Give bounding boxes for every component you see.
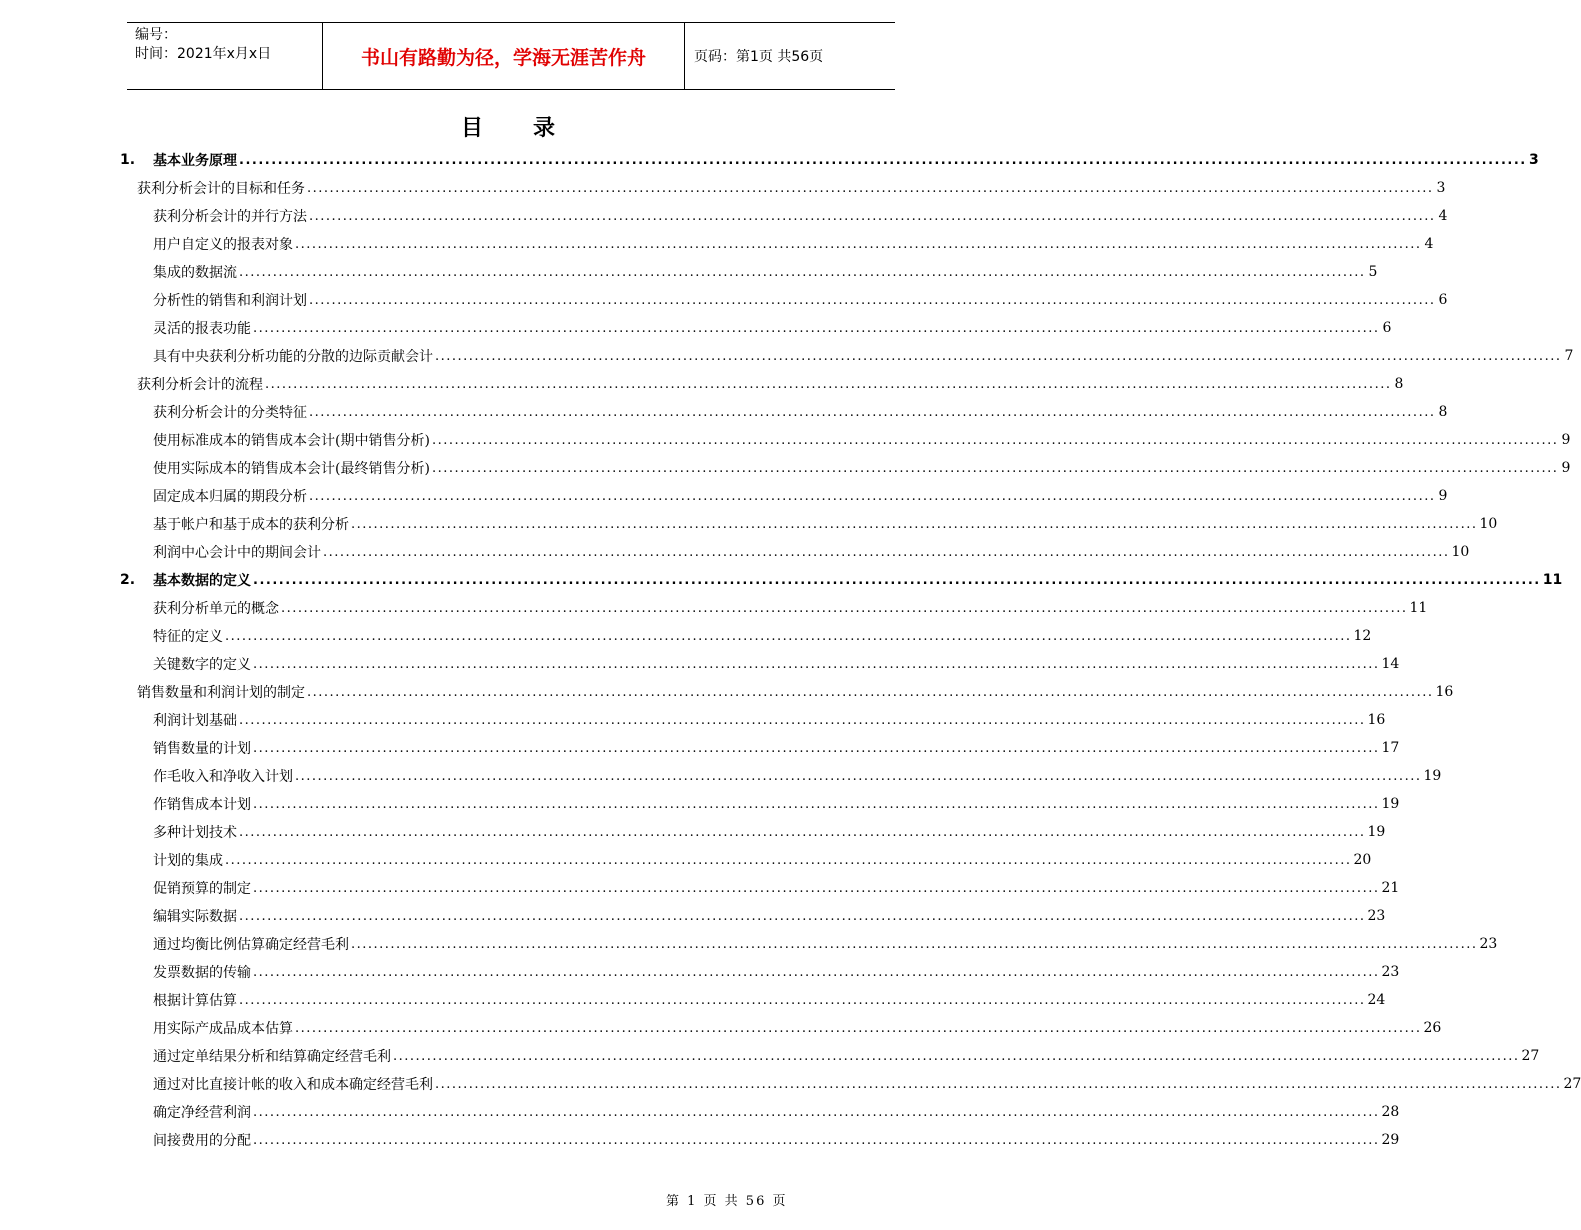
toc-entry-label: 获利分析会计的并行方法 bbox=[153, 209, 307, 225]
toc-entry-label: 通过均衡比例估算确定经营毛利 bbox=[153, 937, 349, 953]
toc-leader-dots: ........................................................................................................................................................................................................ bbox=[307, 684, 1434, 700]
toc-list bbox=[120, 146, 1581, 1154]
toc-entry[interactable] bbox=[120, 1070, 1581, 1098]
toc-entry-label: 基于帐户和基于成本的获利分析 bbox=[153, 517, 349, 533]
toc-leader-dots: ........................................................................................................................................................................................................ bbox=[435, 348, 1562, 364]
toc-leader-dots: ........................................................................................................................................................................................................ bbox=[239, 992, 1366, 1008]
toc-leader-dots: ........................................................................................................................................................................................................ bbox=[431, 432, 1559, 448]
toc-leader-dots: ........................................................................................................................................................................................................ bbox=[225, 852, 1352, 868]
toc-entry[interactable] bbox=[120, 930, 1498, 958]
toc-entry-page: 23 bbox=[1381, 964, 1400, 980]
toc-entry-page: 6 bbox=[1438, 292, 1448, 308]
toc-entry[interactable] bbox=[120, 678, 1454, 706]
toc-leader-dots: ........................................................................................................................................................................................................ bbox=[351, 516, 1478, 532]
toc-leader-dots: ........................................................................................................................................................................................................ bbox=[435, 1076, 1562, 1092]
toc-entry[interactable] bbox=[120, 202, 1448, 230]
toc-entry-label: 使用实际成本的销售成本会计(最终销售分析) bbox=[153, 461, 430, 477]
toc-entry[interactable] bbox=[120, 342, 1574, 370]
toc-entry[interactable] bbox=[120, 426, 1571, 454]
toc-entry-label: 编辑实际数据 bbox=[153, 909, 237, 925]
toc-entry-page: 4 bbox=[1438, 208, 1448, 224]
toc-entry-page: 5 bbox=[1368, 264, 1378, 280]
toc-entry-page: 23 bbox=[1367, 908, 1386, 924]
toc-entry-page: 19 bbox=[1367, 824, 1386, 840]
toc-entry[interactable] bbox=[120, 286, 1448, 314]
toc-leader-dots: ........................................................................................................................................................................................................ bbox=[253, 964, 1380, 980]
toc-entry-label: 计划的集成 bbox=[153, 853, 223, 869]
toc-entry-number: 2. bbox=[120, 572, 136, 588]
toc-leader-dots: ........................................................................................................................................................................................................ bbox=[253, 1132, 1380, 1148]
toc-entry[interactable] bbox=[120, 846, 1372, 874]
header-page-info: 页码：第1页 共56页 bbox=[694, 49, 824, 65]
toc-entry-label: 固定成本归属的期段分析 bbox=[153, 489, 307, 505]
toc-entry-page: 12 bbox=[1353, 628, 1372, 644]
toc-entry-label: 基本业务原理 bbox=[153, 153, 237, 169]
toc-entry-label: 促销预算的制定 bbox=[153, 881, 251, 897]
toc-entry-label: 间接费用的分配 bbox=[153, 1133, 251, 1149]
toc-leader-dots: ........................................................................................................................................................................................................ bbox=[239, 712, 1366, 728]
toc-entry-label: 基本数据的定义 bbox=[153, 573, 251, 589]
toc-entry-page: 23 bbox=[1479, 936, 1498, 952]
toc-leader-dots: ........................................................................................................................................................................................................ bbox=[307, 180, 1434, 196]
toc-entry-label: 获利分析会计的分类特征 bbox=[153, 405, 307, 421]
toc-entry-label: 通过对比直接计帐的收入和成本确定经营毛利 bbox=[153, 1077, 433, 1093]
toc-entry[interactable] bbox=[120, 706, 1386, 734]
toc-entry-label: 获利分析会计的目标和任务 bbox=[137, 181, 305, 197]
toc-entry-label: 灵活的报表功能 bbox=[153, 321, 251, 337]
toc-entry[interactable] bbox=[120, 1098, 1400, 1126]
toc-entry-page: 10 bbox=[1451, 544, 1470, 560]
toc-leader-dots: ........................................................................................................................................................................................................ bbox=[239, 152, 1527, 168]
toc-entry-label: 特征的定义 bbox=[153, 629, 223, 645]
toc-leader-dots: ........................................................................................................................................................................................................ bbox=[393, 1048, 1520, 1064]
time-label: 时间：2021年x月x日 bbox=[135, 46, 272, 62]
toc-entry-label: 关键数字的定义 bbox=[153, 657, 251, 673]
toc-entry[interactable] bbox=[120, 1014, 1442, 1042]
toc-entry-page: 14 bbox=[1381, 656, 1400, 672]
toc-entry[interactable] bbox=[120, 398, 1448, 426]
toc-entry[interactable] bbox=[120, 258, 1378, 286]
toc-entry[interactable] bbox=[120, 650, 1400, 678]
toc-entry[interactable] bbox=[120, 538, 1470, 566]
toc-entry-page: 28 bbox=[1381, 1104, 1400, 1120]
toc-entry-page: 9 bbox=[1438, 488, 1448, 504]
toc-entry-page: 9 bbox=[1561, 460, 1571, 476]
toc-entry-page: 11 bbox=[1542, 572, 1563, 588]
toc-leader-dots: ........................................................................................................................................................................................................ bbox=[253, 1104, 1380, 1120]
toc-entry-page: 6 bbox=[1382, 320, 1392, 336]
toc-entry-page: 10 bbox=[1479, 516, 1498, 532]
serial-label: 编号： bbox=[135, 27, 177, 43]
toc-entry-page: 3 bbox=[1528, 152, 1539, 168]
toc-title-part1: 目 bbox=[460, 116, 485, 141]
toc-entry-label: 多种计划技术 bbox=[153, 825, 237, 841]
toc-entry-page: 17 bbox=[1381, 740, 1400, 756]
toc-entry[interactable] bbox=[120, 370, 1404, 398]
toc-entry-label: 分析性的销售和利润计划 bbox=[153, 293, 307, 309]
toc-entry-label: 具有中央获利分析功能的分散的边际贡献会计 bbox=[153, 349, 433, 365]
toc-entry-page: 11 bbox=[1409, 600, 1428, 616]
toc-entry[interactable] bbox=[120, 762, 1442, 790]
toc-entry-page: 16 bbox=[1367, 712, 1386, 728]
toc-entry-label: 根据计算估算 bbox=[153, 993, 237, 1009]
toc-entry[interactable] bbox=[120, 594, 1428, 622]
toc-entry[interactable] bbox=[120, 790, 1400, 818]
toc-entry-page: 19 bbox=[1381, 796, 1400, 812]
toc-entry-number: 1. bbox=[120, 152, 136, 168]
page-footer: 第 1 页 共 56 页 bbox=[666, 1194, 788, 1209]
toc-entry-label: 利润中心会计中的期间会计 bbox=[153, 545, 321, 561]
toc-entry-label: 通过定单结果分析和结算确定经营毛利 bbox=[153, 1049, 391, 1065]
toc-leader-dots: ........................................................................................................................................................................................................ bbox=[265, 376, 1392, 392]
toc-leader-dots: ........................................................................................................................................................................................................ bbox=[309, 292, 1436, 308]
header-motto: 书山有路勤为径，学海无涯苦作舟 bbox=[323, 23, 685, 89]
toc-entry[interactable] bbox=[120, 174, 1446, 202]
toc-entry-label: 确定净经营利润 bbox=[153, 1105, 251, 1121]
toc-entry[interactable] bbox=[120, 874, 1400, 902]
toc-entry-label: 发票数据的传输 bbox=[153, 965, 251, 981]
page-header bbox=[127, 22, 895, 90]
toc-entry-page: 21 bbox=[1381, 880, 1400, 896]
toc-entry-label: 销售数量的计划 bbox=[153, 741, 251, 757]
toc-leader-dots: ........................................................................................................................................................................................................ bbox=[253, 740, 1380, 756]
toc-entry[interactable] bbox=[120, 818, 1386, 846]
toc-entry[interactable] bbox=[120, 902, 1386, 930]
toc-entry-page: 16 bbox=[1435, 684, 1454, 700]
header-meta bbox=[127, 23, 323, 89]
toc-entry-label: 用户自定义的报表对象 bbox=[153, 237, 293, 253]
toc-leader-dots: ........................................................................................................................................................................................................ bbox=[431, 460, 1559, 476]
toc-entry-page: 8 bbox=[1438, 404, 1448, 420]
toc-leader-dots: ........................................................................................................................................................................................................ bbox=[239, 264, 1366, 280]
toc-leader-dots: ........................................................................................................................................................................................................ bbox=[253, 656, 1380, 672]
toc-entry[interactable] bbox=[120, 230, 1434, 258]
toc-entry[interactable] bbox=[120, 454, 1571, 482]
toc-leader-dots: ........................................................................................................................................................................................................ bbox=[351, 936, 1478, 952]
toc-entry-page: 20 bbox=[1353, 852, 1372, 868]
toc-entry[interactable] bbox=[120, 566, 1563, 594]
toc-entry-label: 获利分析会计的流程 bbox=[137, 377, 263, 393]
toc-leader-dots: ........................................................................................................................................................................................................ bbox=[309, 208, 1436, 224]
toc-entry-label: 用实际产成品成本估算 bbox=[153, 1021, 293, 1037]
toc-leader-dots: ........................................................................................................................................................................................................ bbox=[295, 768, 1422, 784]
toc-entry[interactable] bbox=[120, 622, 1372, 650]
toc-leader-dots: ........................................................................................................................................................................................................ bbox=[253, 320, 1380, 336]
toc-leader-dots: ........................................................................................................................................................................................................ bbox=[281, 600, 1408, 616]
toc-leader-dots: ........................................................................................................................................................................................................ bbox=[323, 544, 1450, 560]
toc-leader-dots: ........................................................................................................................................................................................................ bbox=[253, 796, 1380, 812]
toc-entry[interactable] bbox=[120, 1042, 1540, 1070]
toc-leader-dots: ........................................................................................................................................................................................................ bbox=[309, 488, 1436, 504]
toc-entry-label: 作销售成本计划 bbox=[153, 797, 251, 813]
toc-entry-page: 27 bbox=[1563, 1076, 1581, 1092]
toc-entry-label: 使用标准成本的销售成本会计(期中销售分析) bbox=[153, 433, 430, 449]
toc-entry[interactable] bbox=[120, 314, 1392, 342]
toc-entry-page: 8 bbox=[1394, 376, 1404, 392]
toc-entry-page: 26 bbox=[1423, 1020, 1442, 1036]
toc-entry[interactable] bbox=[120, 146, 1539, 174]
toc-entry-label: 利润计划基础 bbox=[153, 713, 237, 729]
toc-entry-label: 获利分析单元的概念 bbox=[153, 601, 279, 617]
toc-entry-label: 销售数量和利润计划的制定 bbox=[137, 685, 305, 701]
toc-entry-page: 24 bbox=[1367, 992, 1386, 1008]
toc-leader-dots: ........................................................................................................................................................................................................ bbox=[239, 824, 1366, 840]
toc-leader-dots: ........................................................................................................................................................................................................ bbox=[309, 404, 1436, 420]
toc-leader-dots: ........................................................................................................................................................................................................ bbox=[239, 908, 1366, 924]
toc-leader-dots: ........................................................................................................................................................................................................ bbox=[253, 572, 1541, 588]
toc-entry[interactable] bbox=[120, 958, 1400, 986]
toc-entry-label: 集成的数据流 bbox=[153, 265, 237, 281]
toc-title bbox=[0, 111, 1018, 142]
toc-title-part2: 录 bbox=[533, 116, 558, 141]
toc-entry-page: 27 bbox=[1521, 1048, 1540, 1064]
toc-entry-label: 作毛收入和净收入计划 bbox=[153, 769, 293, 785]
toc-entry[interactable] bbox=[120, 510, 1498, 538]
toc-entry-page: 29 bbox=[1381, 1132, 1400, 1148]
toc-entry[interactable] bbox=[120, 734, 1400, 762]
toc-leader-dots: ........................................................................................................................................................................................................ bbox=[295, 1020, 1422, 1036]
toc-entry-page: 3 bbox=[1436, 180, 1446, 196]
toc-leader-dots: ........................................................................................................................................................................................................ bbox=[295, 236, 1422, 252]
toc-leader-dots: ........................................................................................................................................................................................................ bbox=[225, 628, 1352, 644]
toc-entry-page: 19 bbox=[1423, 768, 1442, 784]
toc-entry-page: 9 bbox=[1561, 432, 1571, 448]
toc-entry[interactable] bbox=[120, 986, 1386, 1014]
toc-entry[interactable] bbox=[120, 1126, 1400, 1154]
toc-entry-page: 4 bbox=[1424, 236, 1434, 252]
toc-entry[interactable] bbox=[120, 482, 1448, 510]
toc-leader-dots: ........................................................................................................................................................................................................ bbox=[253, 880, 1380, 896]
toc-entry-page: 7 bbox=[1564, 348, 1574, 364]
